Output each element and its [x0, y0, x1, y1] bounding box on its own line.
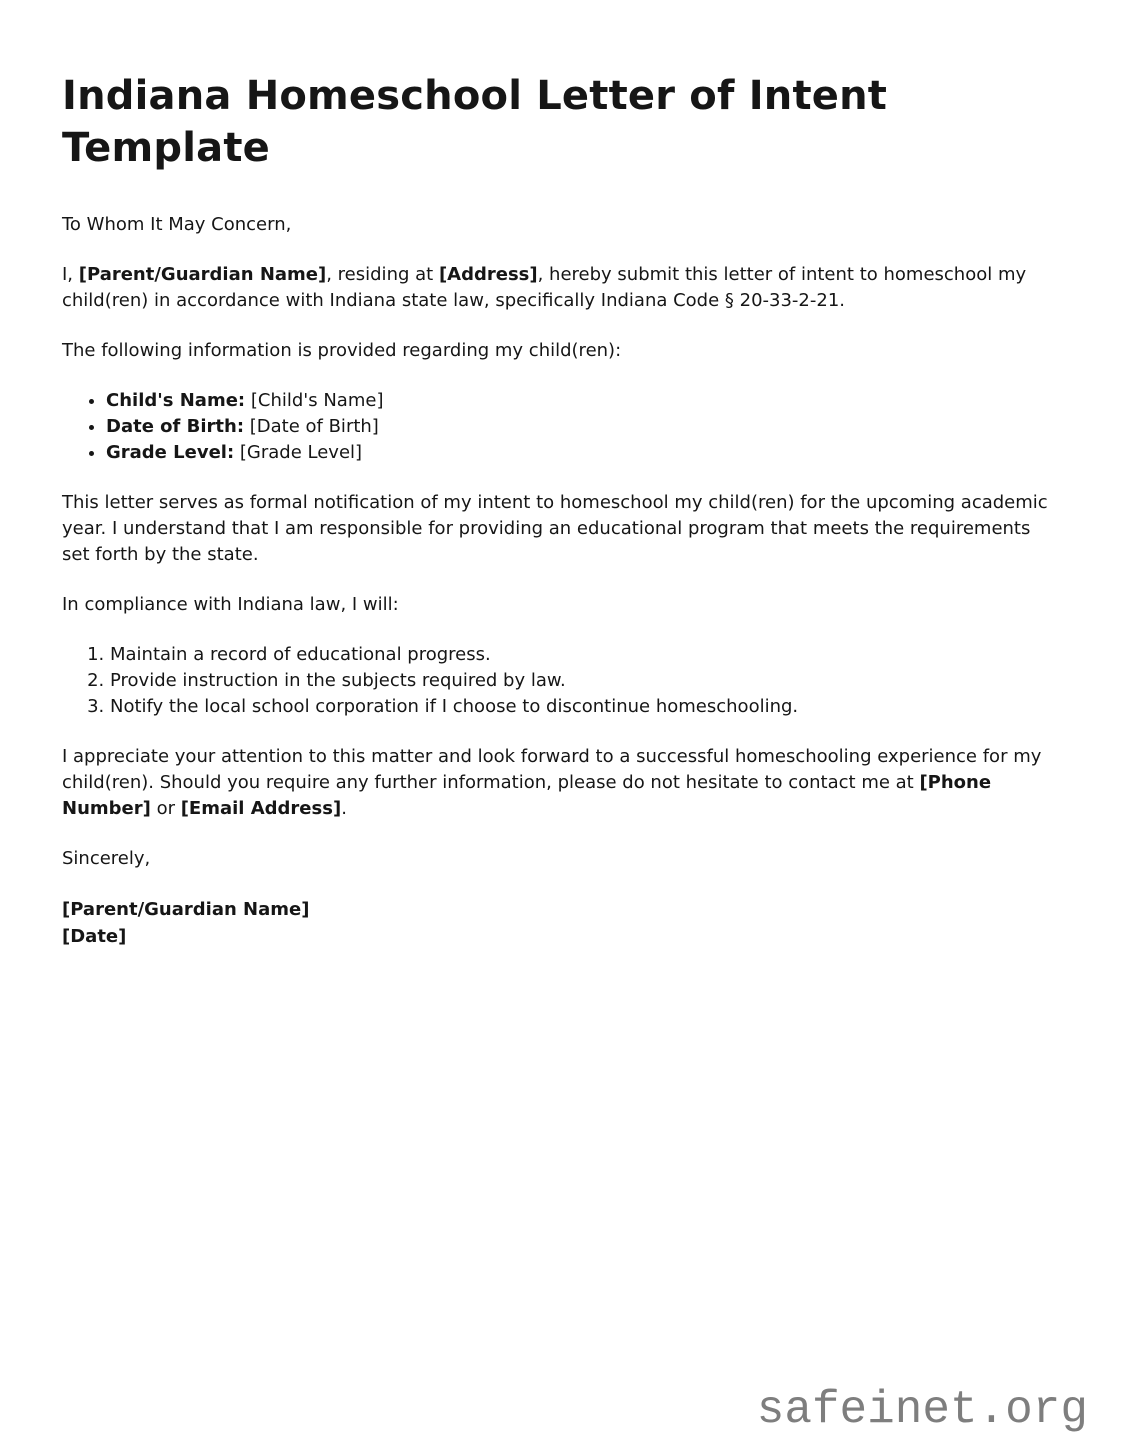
compliance-list — [62, 642, 1014, 720]
notification-paragraph: This letter serves as formal notification of my intent to homeschool my child(ren) for the upcoming academic year. I understand that I am responsible for providing an educational program that meets the requirements set forth by the state. — [62, 492, 1048, 565]
list-item-grade-level — [106, 440, 1018, 466]
info-intro: The following information is provided regarding my child(ren): — [62, 340, 622, 361]
child-info-list — [62, 388, 1018, 466]
parent-name-placeholder: [Parent/Guardian Name] — [78, 264, 327, 285]
phone-number-placeholder: [Phone Number] — [62, 772, 992, 819]
closing-paragraph — [62, 744, 1062, 822]
signature-block — [62, 896, 1062, 950]
signature-date: [Date] — [62, 926, 127, 947]
watermark: safeinet.org — [756, 1384, 1088, 1436]
closing-text-mid: or — [150, 798, 181, 819]
intro-paragraph — [62, 262, 1062, 314]
signoff: Sincerely, — [62, 848, 151, 869]
date-of-birth-label: Date of Birth: — [106, 416, 245, 437]
signature-name: [Parent/Guardian Name] — [62, 899, 310, 920]
child-name-value: [Child's Name] — [250, 390, 384, 411]
intro-text-pre: I, — [62, 264, 79, 285]
grade-level-label: Grade Level: — [106, 442, 235, 463]
page-title: Indiana Homeschool Letter of Intent Template — [62, 73, 888, 171]
compliance-intro: In compliance with Indiana law, I will: — [62, 594, 399, 615]
compliance-item-3: 3. Notify the local school corporation if I choose to discontinue homeschooling. — [110, 694, 1014, 720]
child-name-label: Child's Name: — [106, 390, 246, 411]
date-of-birth-value: [Date of Birth] — [249, 416, 379, 437]
closing-text-end: . — [341, 798, 347, 819]
salutation: To Whom It May Concern, — [62, 214, 292, 235]
compliance-item-2: 2. Provide instruction in the subjects required by law. — [110, 668, 1014, 694]
address-placeholder: [Address] — [438, 264, 538, 285]
list-item-date-of-birth — [106, 414, 1018, 440]
closing-text-pre: I appreciate your attention to this matter and look forward to a successful homeschooling experience for my child(ren). Should you require any further information, please do not hesitate to contact me at — [62, 746, 1042, 793]
intro-text-mid: , residing at — [326, 264, 439, 285]
list-item-child-name — [106, 388, 1018, 414]
compliance-item-1: 1. Maintain a record of educational progress. — [110, 642, 1014, 668]
intro-text-rest: , hereby submit this letter of intent to homeschool my child(ren) in accordance with Indiana state law, specifically Indiana Code § 20-33-2-21. — [62, 264, 1027, 311]
email-address-placeholder: [Email Address] — [180, 798, 342, 819]
grade-level-value: [Grade Level] — [239, 442, 363, 463]
